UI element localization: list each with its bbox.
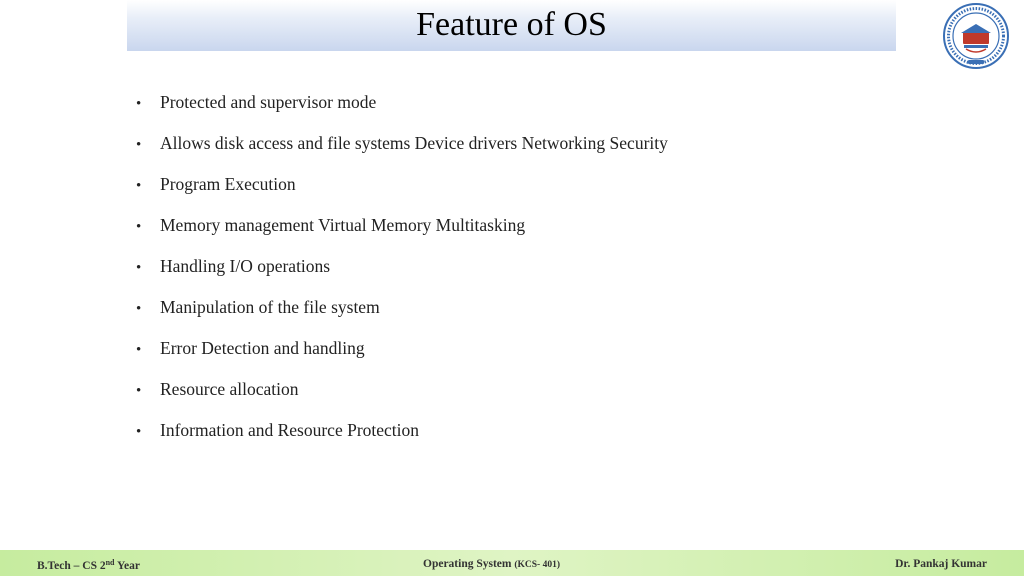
- footer-subject-code: (KCS- 401): [514, 560, 561, 570]
- bullet-item: [136, 215, 668, 256]
- footer-course-suffix: Year: [116, 560, 140, 572]
- bullet-symbol: •: [136, 383, 142, 399]
- slide-title: Feature of OS: [416, 6, 607, 43]
- bullet-item: [136, 297, 668, 338]
- bullet-list: [136, 92, 668, 461]
- bullet-symbol: •: [136, 260, 142, 276]
- footer-course: [37, 558, 140, 572]
- bullet-symbol: •: [136, 342, 142, 358]
- bullet-symbol: •: [136, 178, 142, 194]
- bullet-text: Information and Resource Protection: [160, 420, 420, 440]
- bullet-symbol: •: [136, 96, 142, 112]
- bullet-text: Handling I/O operations: [160, 256, 331, 276]
- bullet-text: Resource allocation: [160, 379, 299, 399]
- college-seal-icon: [942, 2, 1010, 70]
- footer-author: Dr. Pankaj Kumar: [895, 558, 987, 570]
- bullet-item: [136, 420, 668, 461]
- bullet-item: [136, 174, 668, 215]
- footer-bar: [0, 550, 1024, 576]
- bullet-text: Error Detection and handling: [160, 338, 365, 358]
- bullet-text: Protected and supervisor mode: [160, 92, 377, 112]
- bullet-symbol: •: [136, 137, 142, 153]
- bullet-item: [136, 338, 668, 379]
- bullet-text: Manipulation of the file system: [160, 297, 380, 317]
- bullet-item: [136, 379, 668, 420]
- bullet-item: [136, 133, 668, 174]
- footer-subject-name: Operating System: [423, 558, 512, 570]
- bullet-symbol: •: [136, 219, 142, 235]
- footer-course-prefix: B.Tech – CS 2: [37, 560, 106, 572]
- bullet-item: [136, 92, 668, 133]
- bullet-text: Program Execution: [160, 174, 296, 194]
- bullet-item: [136, 256, 668, 297]
- bullet-text: Memory management Virtual Memory Multitasking: [160, 215, 526, 235]
- footer-subject: [423, 558, 560, 570]
- bullet-symbol: •: [136, 301, 142, 317]
- bullet-text: Allows disk access and file systems Device drivers Networking Security: [160, 133, 668, 153]
- bullet-symbol: •: [136, 424, 142, 440]
- footer-course-sup: nd: [105, 558, 115, 567]
